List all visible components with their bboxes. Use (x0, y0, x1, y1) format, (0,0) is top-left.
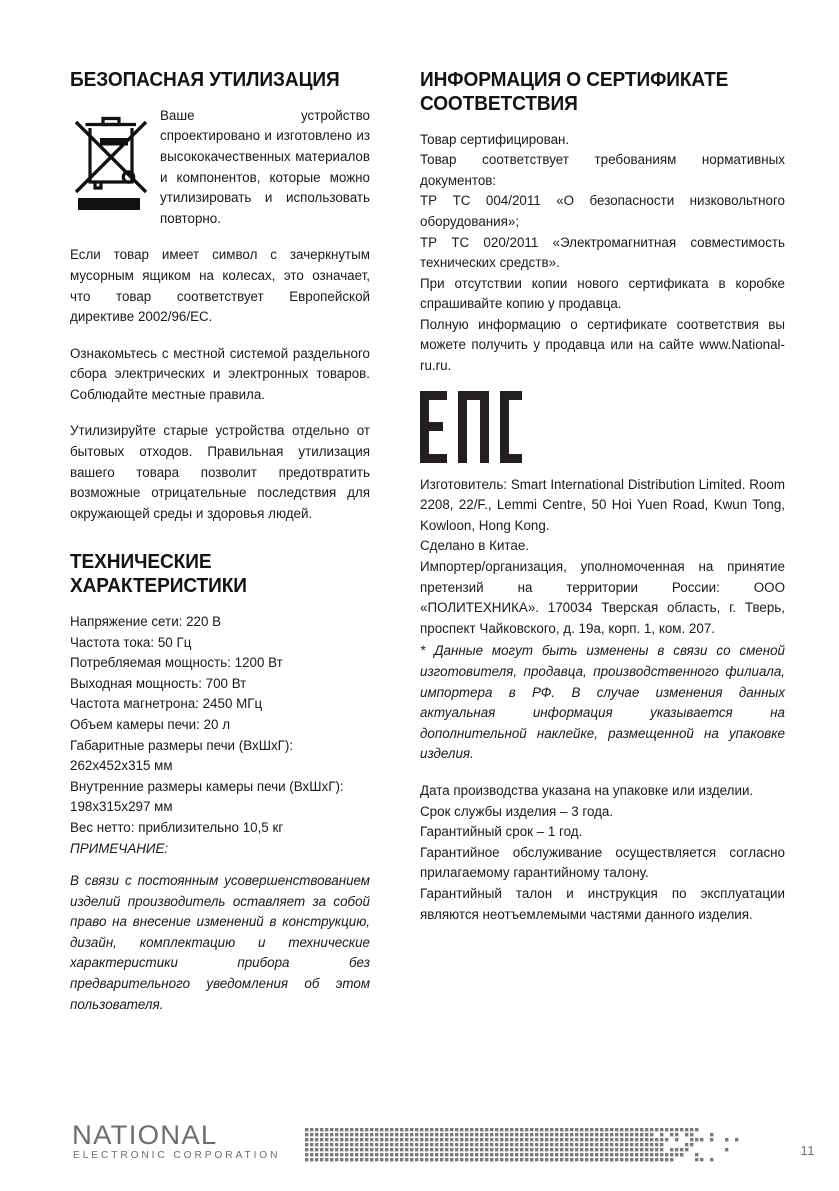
heading-safe-disposal: БЕЗОПАСНАЯ УТИЛИЗАЦИЯ (70, 68, 340, 91)
national-logo-secondary-text: ELECTRONIC CORPORATION (73, 1150, 281, 1161)
warranty-coupon-text: Гарантийный талон и инструкция по эксплуатации являются неотъемлемыми частями данного изделия. (420, 885, 785, 922)
disposal-paragraph-3: Утилизируйте старые устройства отдельно от бытовых отходов. Правильная утилизация вашего товара позволит предотвратить возможные отрицательные последствия для окружающей среды и здоровья людей. (70, 423, 370, 521)
disposal-intro-block (70, 106, 370, 230)
spec-item: Объем камеры печи: 20 л (70, 716, 231, 732)
data-change-disclaimer: * Данные могут быть изменены в связи со сменой изготовителя, продавца, производственного филиала, импортера в РФ. В случае изменения данных актуальная информация указывается на дополнительной наклейке, размещенной на упаковке изделия. (420, 643, 785, 762)
specification-list (70, 612, 370, 839)
spec-item: 262х452х315 мм (70, 758, 173, 774)
warranty-service-text: Гарантийное обслуживание осуществляется согласно прилагаемому гарантийному талону. (420, 844, 785, 881)
warranty-period-text: Гарантийный срок – 1 год. (420, 824, 583, 840)
certificate-line-1: Товар сертифицирован. (420, 131, 570, 147)
page-footer (0, 1095, 839, 1191)
spec-item: 198х315х297 мм (70, 799, 173, 815)
certificate-line-5: При отсутствии копии нового сертификата в коробке спрашивайте копию у продавца. (420, 275, 785, 312)
left-column (0, 0, 420, 1015)
spec-item: Частота магнетрона: 2450 МГц (70, 696, 263, 712)
national-logo (72, 1121, 292, 1163)
importer-text: Импортер/организация, уполномоченная на принятие претензий на территории России: ООО «ПОЛИТЕХНИКА». 170034 Тверская область, г. Тверь, проспект Чайковского, д. 19а, корп. 1, ком. 207. (420, 559, 785, 636)
certificate-line-2: Товар соответствует требованиям нормативных документов: (420, 152, 785, 188)
certificate-line-4: ТР ТС 020/2011 «Электромагнитная совместимость технических средств». (420, 234, 785, 271)
right-column (420, 0, 839, 1015)
manufacturer-text: Изготовитель: Smart International Distribution Limited. Room 2208, 22/F., Lemmi Centre, 50 Hoi Yuen Road, Kwun Tong, Kowloon, Hong Kong. (420, 476, 785, 533)
spec-item: Частота тока: 50 Гц (70, 634, 192, 650)
disposal-paragraph-2: Ознакомьтесь с местной системой раздельного сбора электрических и электронных товаров. Соблюдайте местные правила. (70, 345, 370, 402)
spec-item: Вес нетто: приблизительно 10,5 кг (70, 819, 284, 835)
spec-item: Напряжение сети: 220 В (70, 613, 222, 629)
made-in-text: Сделано в Китае. (420, 538, 530, 554)
dot-matrix-strip (305, 1127, 765, 1163)
disposal-paragraph-1: Если товар имеет символ с зачеркнутым мусорным ящиком на колесах, это означает, что товар соответствует Европейской директиве 2002/96/EC. (70, 247, 370, 325)
spec-item: Габаритные размеры печи (ВхШхГ): (70, 737, 294, 753)
production-date-text: Дата производства указана на упаковке или изделии. (420, 782, 754, 798)
disposal-intro-text: Ваше устройство спроектировано и изготовлено из высококачественных материалов и компонентов, которые можно утилизировать и использовать повторно. (160, 107, 370, 226)
spec-item: Потребляемая мощность: 1200 Вт (70, 655, 283, 671)
weee-crossed-out-wheeled-bin-icon (70, 108, 152, 212)
note-text: В связи с постоянным усовершенствованием изделий производитель оставляет за собой право на внесение изменений в конструкцию, дизайн, комплектацию и технические характеристики прибора без предварительного уведомления об этом пользователя. (70, 873, 370, 1012)
eac-conformity-mark-icon (420, 391, 785, 463)
national-logo-primary-text: NATIONAL (72, 1121, 218, 1150)
note-label: ПРИМЕЧАНИЕ: (70, 840, 169, 856)
heading-technical-specifications: ТЕХНИЧЕСКИЕ ХАРАКТЕРИСТИКИ (70, 550, 247, 598)
page-number: 11 (800, 1143, 815, 1158)
service-life-text: Срок службы изделия – 3 года. (420, 803, 614, 819)
heading-certificate-information: ИНФОРМАЦИЯ О СЕРТИФИКАТЕ СООТВЕТСТВИЯ (420, 68, 729, 115)
spec-item: Выходная мощность: 700 Вт (70, 675, 247, 691)
spec-item: Внутренние размеры камеры печи (ВхШхГ): (70, 778, 344, 794)
certificate-line-3: ТР ТС 004/2011 «О безопасности низковольтного оборудования»; (420, 193, 785, 229)
certificate-line-6: Полную информацию о сертификате соответствия вы можете получить у продавца или на сайте www.National-ru.ru. (420, 316, 785, 374)
